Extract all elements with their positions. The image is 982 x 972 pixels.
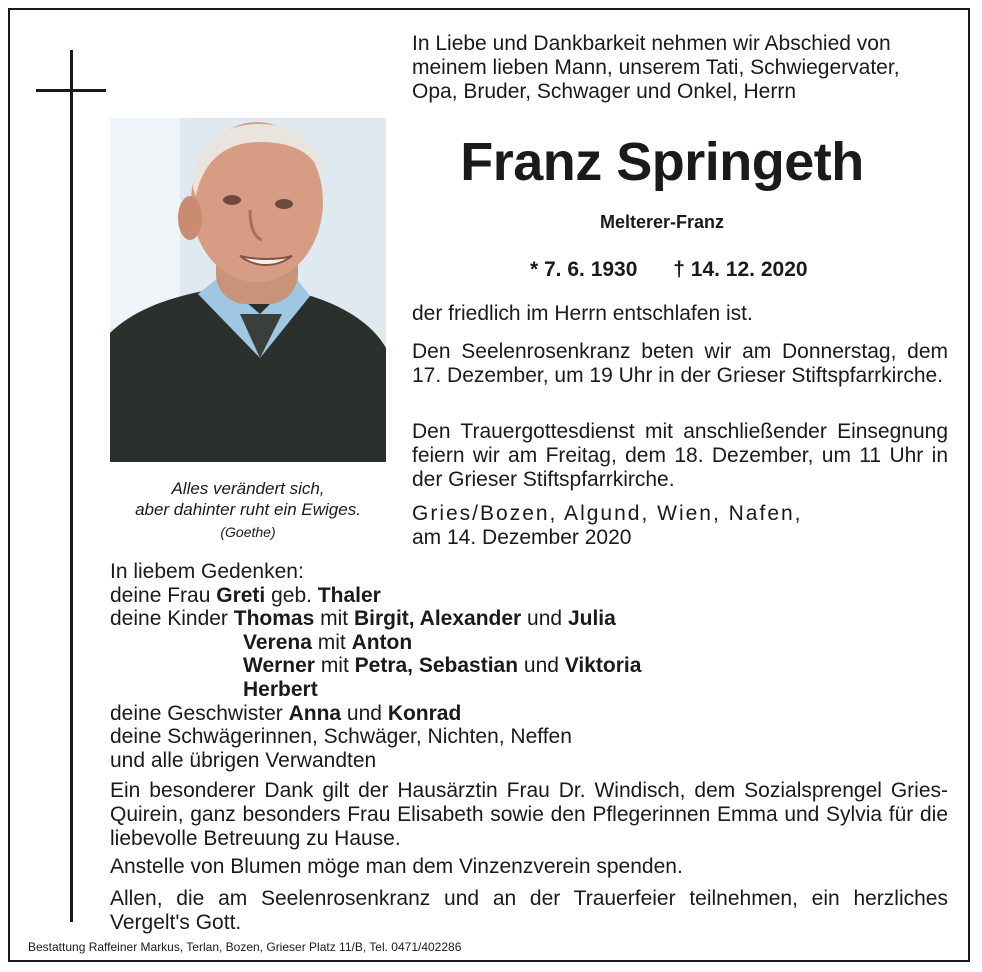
closing-text: Allen, die am Seelenrosenkranz und an der Trauerfeier teilnehmen, ein herzliches Vergelt's Gott. (110, 887, 948, 934)
funeral-home-footer: Bestattung Raffeiner Markus, Terlan, Bozen, Grieser Platz 11/B, Tel. 0471/402286 (28, 940, 462, 954)
cross-horizontal-bar (36, 89, 106, 92)
intro-line: In Liebe und Dankbarkeit nehmen wir Abschied von (412, 32, 891, 55)
intro-line: Opa, Bruder, Schwager und Onkel, Herrn (412, 80, 797, 103)
life-dates (530, 258, 850, 282)
deceased-nickname: Melterer-Franz (599, 212, 725, 232)
portrait-photo (110, 118, 386, 462)
death-date: † 14. 12. 2020 (673, 258, 808, 281)
notice-date: am 14. Dezember 2020 (412, 526, 632, 549)
birth-date: * 7. 6. 1930 (530, 258, 638, 281)
quote-source: (Goethe) (220, 524, 276, 540)
family-children: deine Kinder Thomas mit Birgit, Alexander und Julia (110, 607, 616, 631)
quote-block (110, 478, 386, 544)
intro-line: meinem lieben Mann, unserem Tati, Schwiegervater, (412, 56, 900, 79)
family-inlaws: deine Schwägerinnen, Schwäger, Nichten, Neffen (110, 725, 572, 749)
family-child: Werner mit Petra, Sebastian und Viktoria (243, 654, 642, 678)
thanks-text: Ein besonderer Dank gilt der Hausärztin Frau Dr. Windisch, dem Sozialsprengel Gries-Quirein, ganz besonders Frau Elisabeth sowie den Pflegerinnen Emma und Sylvia für die liebevolle Betreuung zu Hause. (110, 779, 948, 850)
family-others: und alle übrigen Verwandten (110, 748, 377, 772)
passed-away-text: der friedlich im Herrn entschlafen ist. (412, 302, 753, 325)
quote-line: aber dahinter ruht ein Ewiges. (135, 500, 361, 519)
portrait-illustration (110, 118, 386, 462)
family-list (110, 560, 710, 772)
quote-line: Alles verändert sich, (171, 479, 325, 498)
place-and-date (412, 502, 948, 550)
family-heading: In liebem Gedenken: (110, 560, 304, 583)
places: Gries/Bozen, Algund, Wien, Nafen, (412, 502, 803, 525)
family-siblings: deine Geschwister Anna und Konrad (110, 701, 462, 725)
flowers-text: Anstelle von Blumen möge man dem Vinzenzverein spenden. (110, 855, 683, 878)
intro-text (412, 32, 952, 104)
family-wife: deine Frau Greti geb. Thaler (110, 583, 381, 607)
family-child: Verena mit Anton (243, 630, 413, 654)
funeral-announcement: Den Trauergottesdienst mit anschließender Einsegnung feiern wir am Freitag, dem 18. Dezember, um 11 Uhr in der Grieser Stiftspfarrkirche. (412, 420, 948, 491)
cross-vertical-bar (70, 50, 73, 922)
deceased-name: Franz Springeth (460, 132, 864, 192)
rosary-announcement: Den Seelenrosenkranz beten wir am Donnerstag, dem 17. Dezember, um 19 Uhr in der Grieser Stiftspfarrkirche. (412, 340, 948, 387)
family-child: Herbert (243, 677, 318, 701)
